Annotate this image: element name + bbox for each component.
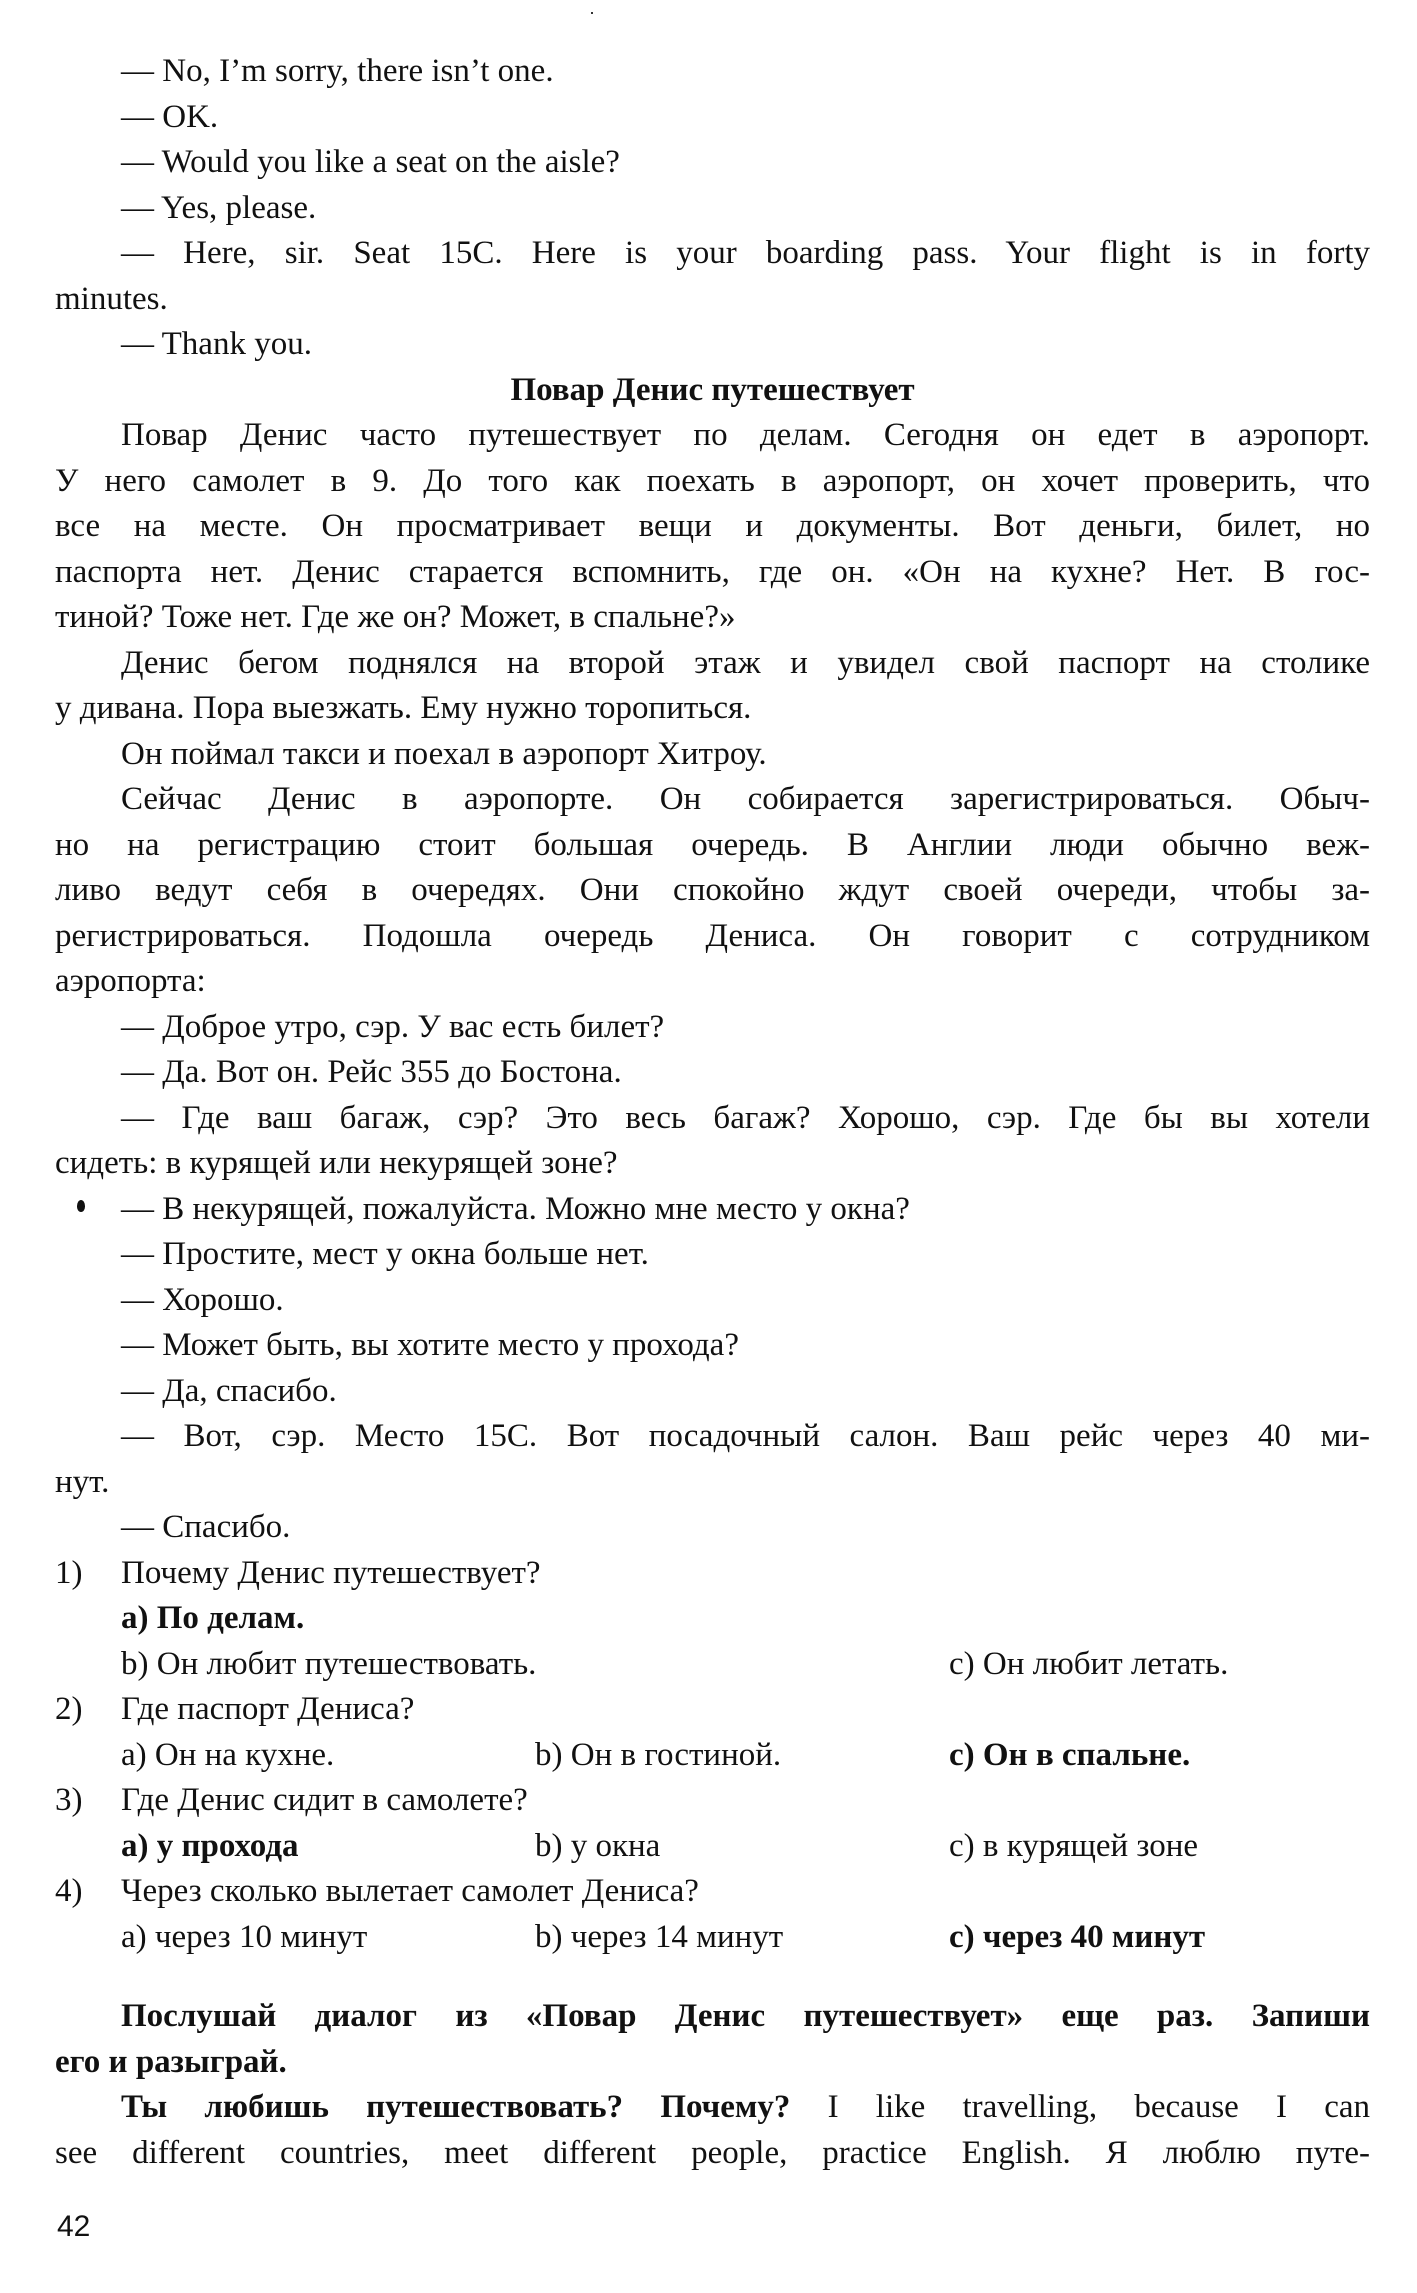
dialogue-line: — Да, спасибо. <box>121 1372 337 1409</box>
text-line: у дивана. Пора выезжать. Ему нужно торопиться. <box>55 690 752 726</box>
question-text: Почему Денис путешествует? <box>121 1554 541 1591</box>
text-line: Сейчас Денис в аэропорте. Он собирается зарегистрироваться. Обыч- <box>121 781 1370 817</box>
answer-row <box>55 1642 1370 1688</box>
question-number: 1) <box>55 1554 83 1591</box>
dialogue-text: — В некурящей, пожалуйста. Можно мне место у окна? <box>121 1190 910 1227</box>
margin-mark-icon <box>77 1200 85 1212</box>
dialogue-line: — Да. Вот он. Рейс 355 до Бостона. <box>121 1054 622 1090</box>
answer-option: b) у окна <box>535 1827 661 1864</box>
quiz-question-2 <box>55 1687 1370 1733</box>
story-paragraph <box>55 413 1370 641</box>
answer-row <box>55 1915 1370 1961</box>
question-number: 2) <box>55 1691 83 1727</box>
text-line: Денис бегом поднялся на второй этаж и увидел свой паспорт на столике <box>121 644 1370 681</box>
quiz-question-3 <box>55 1778 1370 1824</box>
dialogue-line: — OK. <box>121 98 219 135</box>
text-line: паспорта нет. Денис старается вспомнить, где он. «Он на кухне? Нет. В гос- <box>55 553 1370 590</box>
text-line: Он поймал такси и поехал в аэропорт Хитроу. <box>121 735 767 772</box>
dialogue-line: — Хорошо. <box>121 1281 284 1318</box>
text-line: регистрироваться. Подошла очередь Дениса. Он говорит с сотрудником <box>55 917 1370 954</box>
question-text: Где паспорт Дениса? <box>121 1691 415 1727</box>
dialogue-line: нут. <box>55 1463 110 1500</box>
dialogue-line: — Would you like a seat on the aisle? <box>121 144 620 180</box>
quiz-question-1 <box>55 1551 1370 1597</box>
task-instruction: Послушай диалог из «Повар Денис путешествует» еще раз. Запиши <box>121 1998 1370 2034</box>
text-line: но на регистрацию стоит большая очередь. В Англии люди обычно веж- <box>55 826 1370 863</box>
task-question: Ты любишь путешествовать? Почему? <box>121 2089 791 2125</box>
answer-option-correct: а) По делам. <box>121 1600 305 1636</box>
spacer <box>55 1960 1370 1994</box>
dialogue-line: — Вот, сэр. Место 15С. Вот посадочный салон. Ваш рейс через 40 ми- <box>121 1418 1370 1454</box>
text-line: тиной? Тоже нет. Где же он? Может, в спальне?» <box>55 599 736 635</box>
russian-dialogue <box>55 1005 1370 1551</box>
text-line: все на месте. Он просматривает вещи и документы. Вот деньги, билет, но <box>55 508 1370 544</box>
answer-option: b) Он в гостиной. <box>535 1736 782 1773</box>
textbook-page <box>55 49 1370 2176</box>
dialogue-line: — No, I’m sorry, there isn’t one. <box>121 53 554 89</box>
answer-row <box>55 1596 1370 1642</box>
dialogue-line: — Где ваш багаж, сэр? Это весь багаж? Хорошо, сэр. Где бы вы хотели <box>121 1099 1370 1136</box>
task-answer: I like travelling, because I can <box>827 2089 1370 2125</box>
task-section <box>55 1994 1370 2176</box>
text-line: Повар Денис часто путешествует по делам. Сегодня он едет в аэропорт. <box>121 417 1370 453</box>
answer-option: с) Он любит летать. <box>949 1645 1229 1682</box>
dialogue-line: сидеть: в курящей или некурящей зоне? <box>55 1145 618 1181</box>
story-title: Повар Денис путешествует <box>510 371 915 408</box>
story-paragraph <box>55 732 1370 778</box>
answer-row <box>55 1733 1370 1779</box>
dialogue-line: — Here, sir. Seat 15C. Here is your boarding pass. Your flight is in forty <box>121 235 1370 271</box>
dialogue-line: — Yes, please. <box>121 189 317 226</box>
answer-option-correct: с) Он в спальне. <box>949 1736 1191 1773</box>
text-line: ливо ведут себя в очередях. Они спокойно ждут своей очереди, чтобы за- <box>55 872 1370 908</box>
text-line: аэропорта: <box>55 963 206 999</box>
task-instruction: его и разыграй. <box>55 2043 287 2080</box>
english-dialogue <box>55 49 1370 368</box>
quiz-question-4 <box>55 1869 1370 1915</box>
story-paragraph <box>55 641 1370 732</box>
task-question-line <box>55 2085 1370 2131</box>
answer-option: а) Он на кухне. <box>121 1736 335 1773</box>
story-paragraph <box>55 777 1370 1005</box>
answer-option: а) через 10 минут <box>121 1918 368 1955</box>
page-number: 42 <box>57 2210 91 2243</box>
dialogue-line: — Доброе утро, сэр. У вас есть билет? <box>121 1008 665 1045</box>
dialogue-line: — Thank you. <box>121 326 312 362</box>
quiz <box>55 1551 1370 1961</box>
task-answer-line: see different countries, meet different people, practice English. Я люблю путе- <box>55 2134 1370 2171</box>
question-number: 4) <box>55 1873 83 1909</box>
question-number: 3) <box>55 1782 83 1818</box>
answer-option: с) в курящей зоне <box>949 1827 1199 1864</box>
answer-row <box>55 1824 1370 1870</box>
answer-option-correct: а) у прохода <box>121 1827 299 1864</box>
dialogue-line-marked <box>55 1187 1370 1233</box>
dialogue-line: — Спасибо. <box>121 1509 291 1545</box>
answer-option: b) Он любит путешествовать. <box>121 1645 537 1682</box>
scan-speck <box>591 12 593 14</box>
dialogue-line: minutes. <box>55 280 168 317</box>
question-text: Через сколько вылетает самолет Дениса? <box>121 1873 699 1909</box>
dialogue-line: — Простите, мест у окна больше нет. <box>121 1236 649 1272</box>
dialogue-line: — Может быть, вы хотите место у прохода? <box>121 1327 739 1363</box>
text-line: У него самолет в 9. До того как поехать в аэропорт, он хочет проверить, что <box>55 462 1370 499</box>
answer-option: b) через 14 минут <box>535 1918 784 1955</box>
question-text: Где Денис сидит в самолете? <box>121 1782 528 1818</box>
answer-option-correct: с) через 40 минут <box>949 1918 1206 1955</box>
